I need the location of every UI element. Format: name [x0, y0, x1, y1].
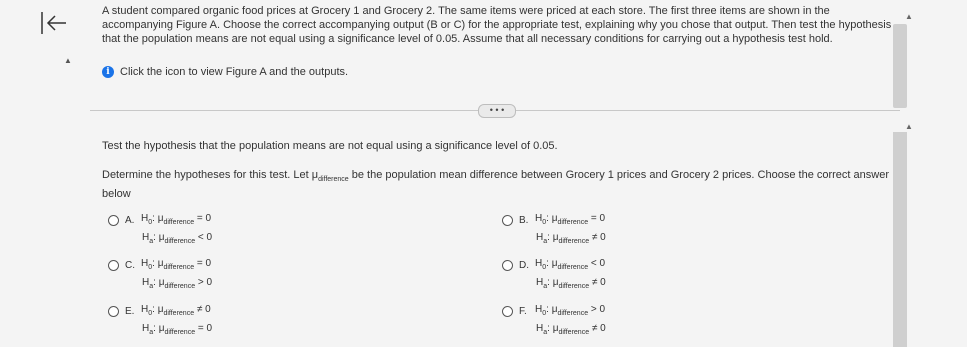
scrollbar-track[interactable] — [893, 132, 907, 347]
radio-button[interactable] — [108, 260, 119, 271]
problem-statement: A student compared organic food prices at Grocery 1 and Grocery 2. The same items were priced at each store. The first three items are shown in the accompanying Figure A. Choose the correct accompanying output (B or C) for the appropriate test, explaining why you chose that output. Then test the hypothesis that the population means are not equal using a significance level of 0.05. Assume that all necessary conditions for carrying out a hypothesis test hold. — [102, 5, 892, 45]
null-hypothesis: $H_0$: $\mu_{difference} > 0$ — [535, 304, 606, 317]
answer-option-b[interactable]: B. $H_0$: $\mu_{difference} = 0$ $H_a$: $\mu_{difference} \ne 0$ — [502, 211, 606, 249]
alternative-hypothesis: $H_a$: $\mu_{difference} < 0$ — [142, 232, 213, 245]
alternative-hypothesis: $H_a$: $\mu_{difference} = 0$ — [142, 323, 213, 336]
answer-option-a[interactable]: A. $H_0$: $\mu_{difference} = 0$ $H_a$: $\mu_{difference} < 0$ — [108, 211, 212, 249]
null-hypothesis: $H_0$: $\mu_{difference} = 0$ — [535, 213, 606, 226]
back-arrow-icon[interactable] — [38, 8, 68, 38]
null-hypothesis: $H_0$: $\mu_{difference} \ne 0$ — [141, 304, 211, 317]
info-icon[interactable]: i — [102, 66, 114, 78]
answer-option-f[interactable]: F. $H_0$: $\mu_{difference} > 0$ $H_a$: $\mu_{difference} \ne 0$ — [502, 302, 606, 340]
scroll-up-arrow-icon[interactable]: ▲ — [64, 56, 72, 65]
hypotheses-instruction: Determine the hypotheses for this test. Let $\mu_{difference}$ be the population mean difference between Grocery 1 prices and Grocery 2 prices. Choose the correct answer below — [102, 169, 889, 201]
alternative-hypothesis: $H_a$: $\mu_{difference} > 0$ — [142, 277, 213, 290]
answer-option-c[interactable]: C. $H_0$: $\mu_{difference} = 0$ $H_a$: $\mu_{difference} > 0$ — [108, 256, 212, 294]
figure-link-row[interactable] — [102, 66, 348, 78]
radio-button[interactable] — [108, 306, 119, 317]
expand-button[interactable]: • • • — [478, 104, 516, 118]
scrollbar-thumb[interactable] — [893, 24, 907, 108]
answer-option-d[interactable]: D. $H_0$: $\mu_{difference} < 0$ $H_a$: $\mu_{difference} \ne 0$ — [502, 256, 606, 294]
alternative-hypothesis: $H_a$: $\mu_{difference} \ne 0$ — [536, 277, 606, 290]
answer-option-e[interactable]: E. $H_0$: $\mu_{difference} \ne 0$ $H_a$: $\mu_{difference} = 0$ — [108, 302, 212, 340]
radio-button[interactable] — [502, 306, 513, 317]
radio-button[interactable] — [502, 215, 513, 226]
null-hypothesis: $H_0$: $\mu_{difference} < 0$ — [535, 258, 606, 271]
radio-button[interactable] — [502, 260, 513, 271]
test-prompt: Test the hypothesis that the population means are not equal using a significance level of 0.05. — [102, 140, 558, 152]
figure-link-text[interactable]: Click the icon to view Figure A and the outputs. — [120, 66, 349, 78]
alternative-hypothesis: $H_a$: $\mu_{difference} \ne 0$ — [536, 232, 606, 245]
radio-button[interactable] — [108, 215, 119, 226]
null-hypothesis: $H_0$: $\mu_{difference} = 0$ — [141, 213, 212, 226]
scroll-up-arrow-icon[interactable]: ▲ — [905, 122, 913, 131]
null-hypothesis: $H_0$: $\mu_{difference} = 0$ — [141, 258, 212, 271]
alternative-hypothesis: $H_a$: $\mu_{difference} \ne 0$ — [536, 323, 606, 336]
scroll-up-arrow-icon[interactable]: ▲ — [905, 12, 913, 21]
